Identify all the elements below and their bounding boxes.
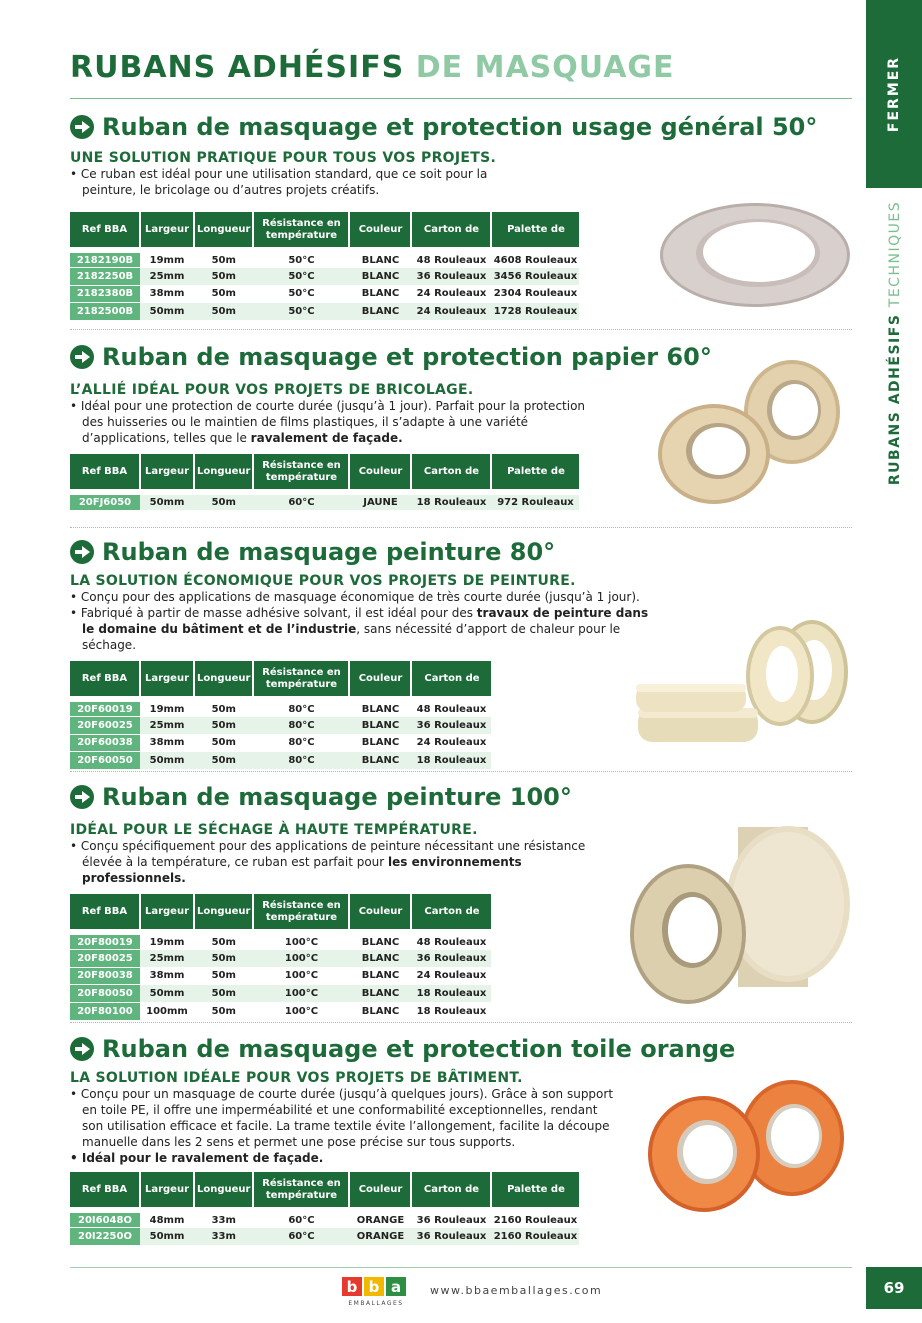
section-description: • Conçu pour un masquage de courte durée (jusqu’à quelques jours). Grâce à son support en toile PE, il offre une imperméabilité et une conformabilité exceptionnelles, rendant son utilisation efficace et facile. La trame textile évite l’allongement, facilite la découpe manuelle dans les 2 sens et permet une pose précise sur tous supports. • Idéal pour le ravalement de façade.	[70, 1087, 614, 1165]
page-title-main: RUBANS ADHÉSIFS	[70, 50, 405, 85]
section-description: • Ce ruban est idéal pour une utilisation standard, que ce soit pour la peinture, le bricolage ou d’autres projets créatifs.	[70, 167, 488, 197]
section-title: Ruban de masquage et protection usage général 50°	[70, 110, 817, 144]
table-row: 20F60038 38mm 50m 80°C BLANC 24 Rouleaux	[70, 734, 491, 752]
side-category-label: RUBANS ADHÉSIFS TECHNIQUES	[887, 200, 903, 485]
section-title: Ruban de masquage peinture 80°	[70, 535, 660, 569]
section-subtitle: IDÉAL POUR LE SÉCHAGE À HAUTE TEMPÉRATURE.	[70, 822, 478, 838]
table-header-row: Ref BBA Largeur Longueur Résistance en température Couleur Carton de Palette de	[70, 1172, 579, 1210]
product-section-2	[70, 340, 712, 510]
table-row: 20F80025 25mm 50m 100°C BLANC 36 Rouleaux	[70, 950, 491, 968]
table-row: 20F80100 100mm 50m 100°C BLANC 18 Rouleaux	[70, 1002, 491, 1020]
section-title: Ruban de masquage et protection toile orange	[70, 1032, 735, 1066]
table-header-row: Ref BBA Largeur Longueur Résistance en température Couleur Carton de Palette de	[70, 212, 579, 250]
table-row: 20F60025 25mm 50m 80°C BLANC 36 Rouleaux	[70, 717, 491, 735]
product-section-3	[70, 535, 660, 769]
footer-divider	[70, 1267, 852, 1268]
spec-table	[70, 661, 491, 769]
section-divider	[70, 1022, 852, 1023]
section-description: • Idéal pour une protection de courte durée (jusqu’à 1 jour). Parfait pour la protection des huisseries ou le maintien de films plastiques, il s’adapte à une variété d’applications, telles que le ravalement de façade.	[70, 399, 586, 445]
tape-roll-image	[628, 822, 854, 1012]
table-row: 20FJ6050 50mm 50m 60°C JAUNE 18 Rouleaux 972 Rouleaux	[70, 492, 579, 510]
logo-text: EMBALLAGES	[348, 1300, 404, 1307]
page-title	[70, 50, 675, 85]
table-row: 20F60050 50mm 50m 80°C BLANC 18 Rouleaux	[70, 752, 491, 770]
logo-letter: a	[390, 1278, 402, 1296]
section-title: Ruban de masquage peinture 100°	[70, 780, 615, 814]
tape-roll-image	[652, 352, 852, 512]
tape-roll-image	[655, 195, 855, 315]
section-divider	[70, 771, 852, 772]
side-tab-label: FERMER	[886, 55, 902, 133]
section-title: Ruban de masquage et protection papier 60°	[70, 340, 712, 374]
table-header-row: Ref BBA Largeur Longueur Résistance en température Couleur Carton de Palette de	[70, 454, 579, 492]
arrow-right-icon	[70, 785, 94, 809]
bba-logo	[332, 1275, 420, 1307]
logo-letter: b	[346, 1278, 358, 1296]
table-row: 20I6048O 48mm 33m 60°C ORANGE 36 Rouleaux 2160 Rouleaux	[70, 1210, 579, 1228]
table-row: 2182190B 19mm 50m 50°C BLANC 48 Rouleaux 4608 Rouleaux	[70, 250, 579, 268]
product-section-4	[70, 780, 615, 1020]
section-subtitle: LA SOLUTION ÉCONOMIQUE POUR VOS PROJETS DE PEINTURE.	[70, 573, 576, 589]
page-title-light: DE MASQUAGE	[415, 50, 675, 85]
page-number: 69	[866, 1267, 922, 1309]
spec-table	[70, 1172, 579, 1245]
spec-table	[70, 454, 579, 510]
footer-url[interactable]: www.bbaemballages.com	[430, 1284, 603, 1297]
arrow-right-icon	[70, 115, 94, 139]
table-row: 20F60019 19mm 50m 80°C BLANC 48 Rouleaux	[70, 699, 491, 717]
section-description: • Conçu pour des applications de masquage économique de très courte durée (jusqu’à 1 jour). • Fabriqué à partir de masse adhésive solvant, il est idéal pour des travaux de peinture dans le domaine du bâtiment et de l’industrie, sans nécessité d’apport de chaleur pour le séchage.	[70, 590, 649, 652]
title-divider	[70, 98, 852, 99]
arrow-right-icon	[70, 540, 94, 564]
arrow-right-icon	[70, 345, 94, 369]
table-row: 20F80050 50mm 50m 100°C BLANC 18 Rouleaux	[70, 985, 491, 1003]
section-divider	[70, 527, 852, 528]
section-description: • Conçu spécifiquement pour des applications de peinture nécessitant une résistance élevée à la température, ce ruban est parfait pour les environnements professionnels.	[70, 839, 586, 885]
section-subtitle: L’ALLIÉ IDÉAL POUR VOS PROJETS DE BRICOLAGE.	[70, 382, 474, 398]
tape-roll-image	[642, 1076, 852, 1216]
table-row: 2182380B 38mm 50m 50°C BLANC 24 Rouleaux 2304 Rouleaux	[70, 285, 579, 303]
table-row: 20F80019 19mm 50m 100°C BLANC 48 Rouleaux	[70, 932, 491, 950]
logo-letter: b	[368, 1278, 380, 1296]
table-row: 2182500B 50mm 50m 50°C BLANC 24 Rouleaux 1728 Rouleaux	[70, 303, 579, 321]
arrow-right-icon	[70, 1037, 94, 1061]
table-header-row: Ref BBA Largeur Longueur Résistance en température Couleur Carton de	[70, 894, 491, 932]
section-subtitle: UNE SOLUTION PRATIQUE POUR TOUS VOS PROJETS.	[70, 150, 497, 166]
section-divider	[70, 329, 852, 330]
table-row: 20F80038 38mm 50m 100°C BLANC 24 Rouleaux	[70, 967, 491, 985]
tape-roll-image	[632, 612, 854, 752]
spec-table	[70, 894, 491, 1020]
table-header-row: Ref BBA Largeur Longueur Résistance en température Couleur Carton de	[70, 661, 491, 699]
section-subtitle: LA SOLUTION IDÉALE POUR VOS PROJETS DE BÂTIMENT.	[70, 1070, 523, 1086]
table-row: 2182250B 25mm 50m 50°C BLANC 36 Rouleaux 3456 Rouleaux	[70, 268, 579, 286]
spec-table	[70, 212, 579, 320]
table-row: 20I2250O 50mm 33m 60°C ORANGE 36 Rouleaux 2160 Rouleaux	[70, 1228, 579, 1246]
product-section-5	[70, 1032, 735, 1245]
